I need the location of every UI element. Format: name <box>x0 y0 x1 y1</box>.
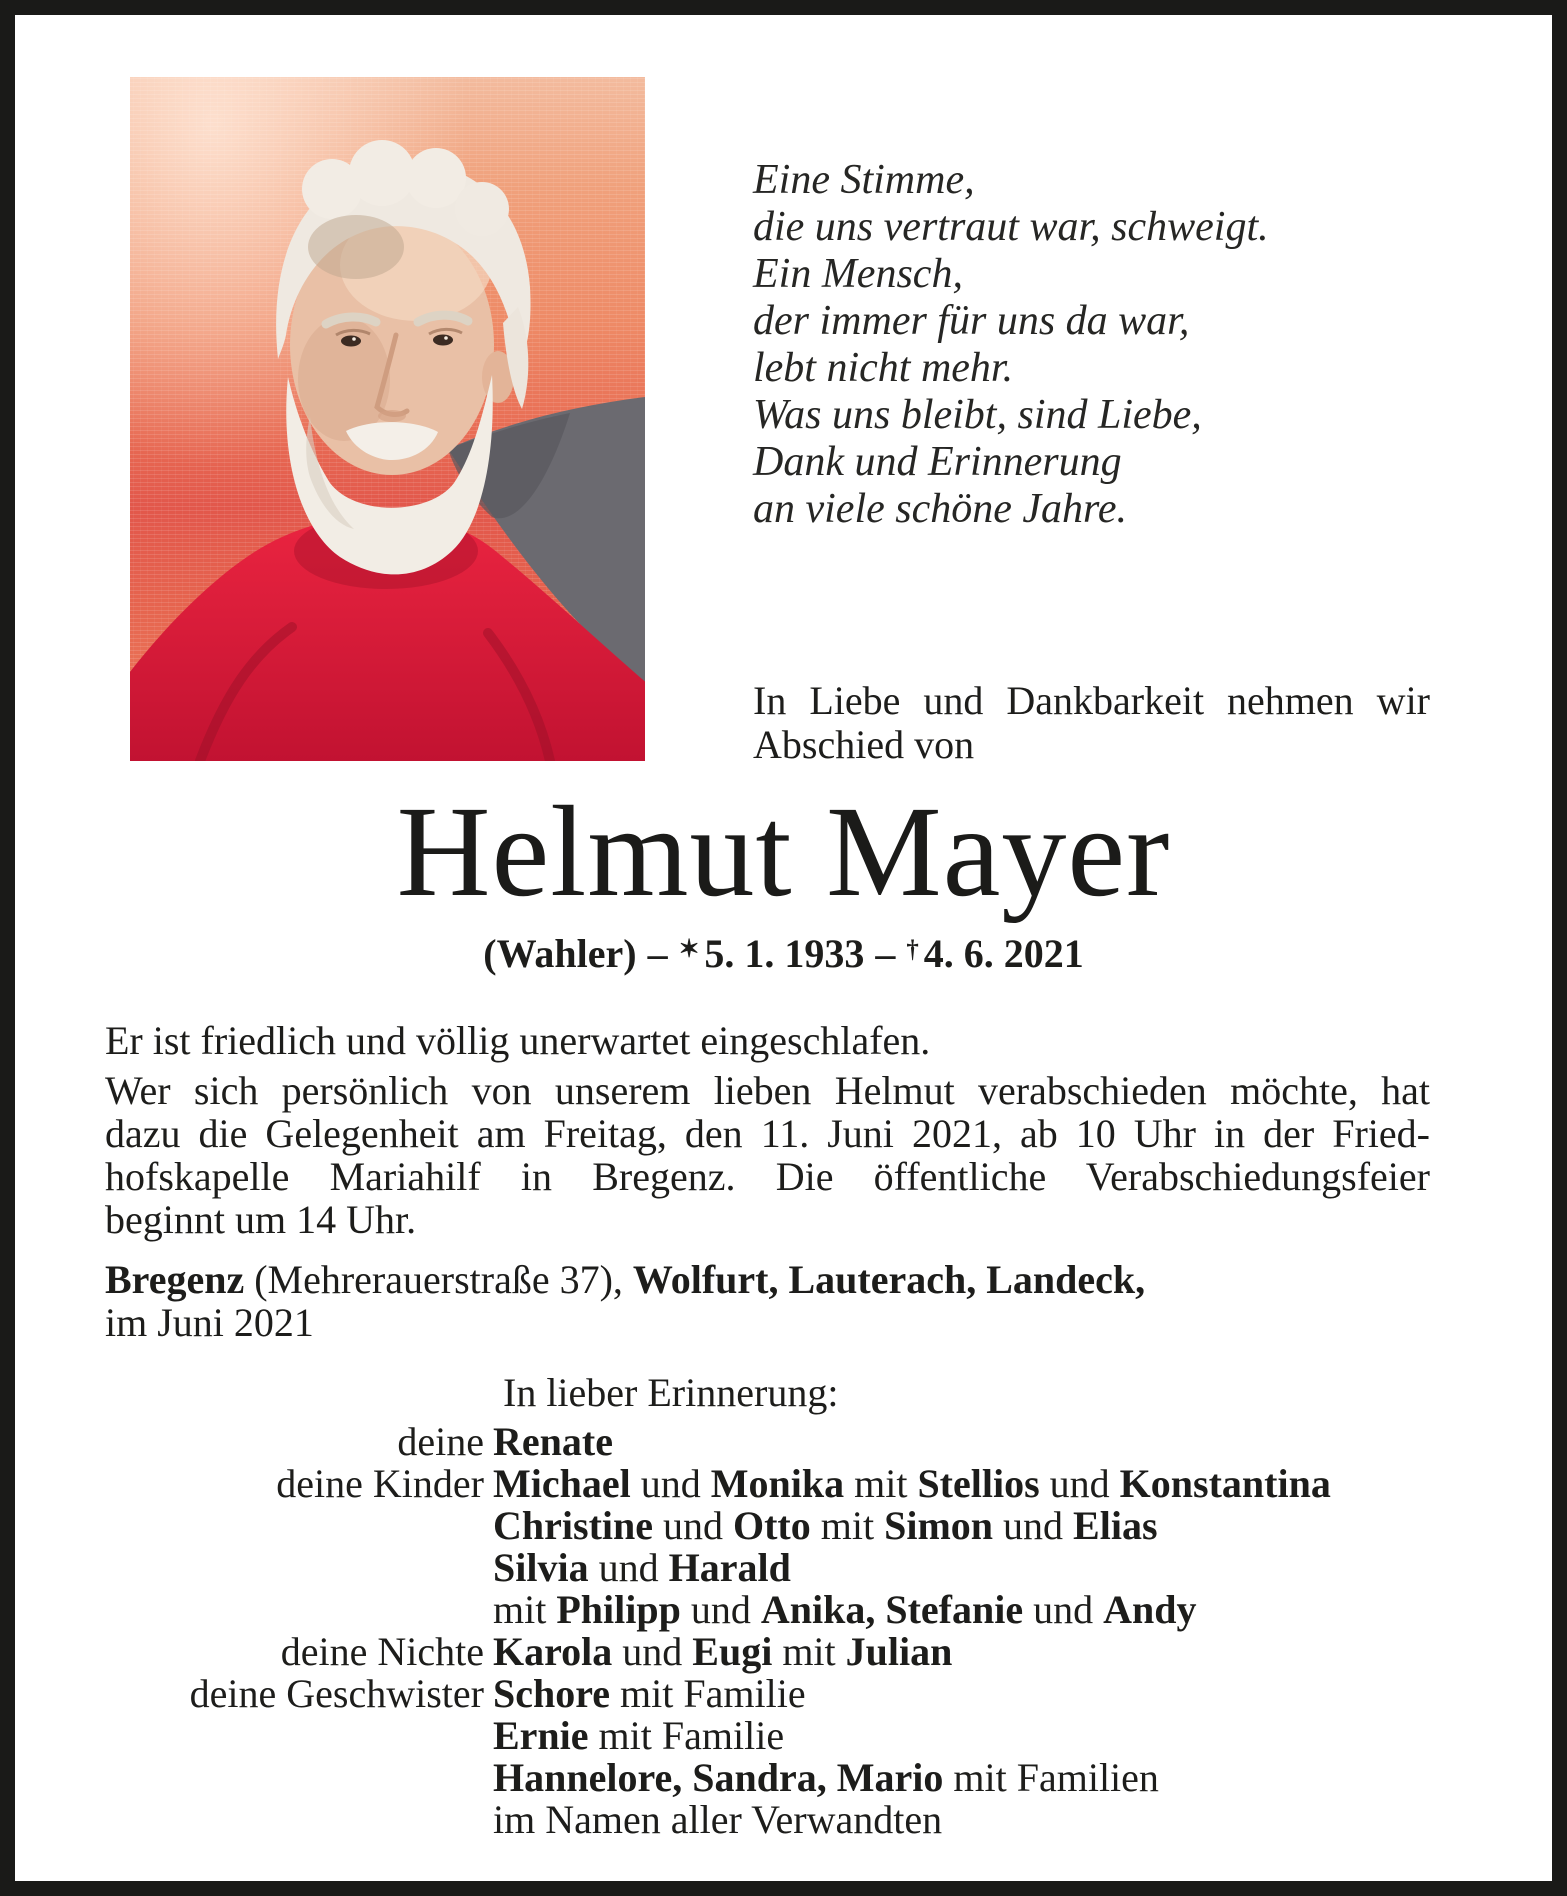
relation-names <box>493 1589 1495 1631</box>
text-segment: (Mehrerauerstraße 37), <box>244 1257 633 1302</box>
death-date: 4. 6. 2021 <box>923 931 1084 976</box>
announcement-paragraph-line: beginnt um 14 Uhr. <box>105 1197 417 1242</box>
poem-line: Dank und Erinnerung <box>753 439 1122 485</box>
places-block <box>105 1258 1430 1344</box>
relation-label: deine <box>397 1419 484 1464</box>
poem-line: Ein Mensch, <box>753 251 963 297</box>
places-line <box>105 1258 1430 1301</box>
text-segment: Christine <box>493 1503 653 1548</box>
text-segment: mit <box>493 1587 557 1632</box>
relation-names <box>493 1505 1495 1547</box>
announcement-paragraph-line: Wer sich persönlich von unserem lieben Helmut verabschieden möchte, hat <box>105 1068 1430 1113</box>
text-segment: und <box>1039 1461 1120 1506</box>
relation-names <box>493 1463 1495 1505</box>
announcement-paragraph <box>105 1069 1430 1241</box>
announcement-paragraph-line: hofskapelle Mariahilf in Bregenz. Die öffentliche Verabschiedungsfeier <box>105 1154 1430 1199</box>
relation-names <box>493 1673 1495 1715</box>
relation-names <box>493 1421 1495 1463</box>
nickname: (Wahler) <box>483 931 637 976</box>
remembrance-row <box>105 1799 1495 1841</box>
text-segment: mit <box>810 1503 885 1548</box>
death-cross-icon: † <box>906 935 919 963</box>
remembrance-row <box>105 1421 1495 1463</box>
relation-label <box>105 1799 493 1841</box>
relation-label: deine Nichte <box>280 1629 484 1674</box>
birth-date: 5. 1. 1933 <box>704 931 865 976</box>
text-segment: und <box>993 1503 1074 1548</box>
remembrance-row <box>105 1715 1495 1757</box>
relation-names <box>493 1631 1495 1673</box>
text-segment: und <box>653 1503 733 1548</box>
relation-names <box>493 1547 1495 1589</box>
poem-line: Eine Stimme, <box>753 157 975 203</box>
life-dates <box>15 930 1552 977</box>
text-segment: mit Familie <box>610 1671 806 1716</box>
relation-names <box>493 1715 1495 1757</box>
poem-line: an viele schöne Jahre. <box>753 486 1127 532</box>
remembrance-row <box>105 1505 1495 1547</box>
farewell-intro-line2: Abschied von <box>753 722 975 767</box>
text-segment: Silvia <box>493 1545 589 1590</box>
remembrance-row <box>105 1589 1495 1631</box>
remembrance-row <box>105 1673 1495 1715</box>
text-segment: Harald <box>668 1545 791 1590</box>
dash-separator: – <box>647 931 668 976</box>
text-segment: und <box>588 1545 669 1590</box>
text-segment: und <box>1023 1587 1104 1632</box>
text-segment: Ernie <box>493 1713 589 1758</box>
relation-label <box>105 1757 493 1799</box>
remembrance-row <box>105 1463 1495 1505</box>
poem-line: Was uns bleibt, sind Liebe, <box>753 392 1202 438</box>
memorial-poem <box>753 157 1473 533</box>
relation-names <box>493 1799 1495 1841</box>
poem-line: der immer für uns da war, <box>753 298 1190 344</box>
text-segment: mit <box>772 1629 846 1674</box>
portrait-illustration <box>130 77 645 761</box>
text-segment: im Namen aller Verwandten <box>493 1797 943 1842</box>
text-segment: mit <box>844 1461 918 1506</box>
remembrance-heading: In lieber Erinnerung: <box>503 1370 839 1415</box>
text-segment: Stellios <box>917 1461 1040 1506</box>
text-segment: Otto <box>733 1503 811 1548</box>
text-segment: Wolfurt, Lauterach, Landeck, <box>632 1257 1146 1302</box>
text-segment: Bregenz <box>105 1257 245 1302</box>
text-segment: und <box>612 1629 693 1674</box>
dash-separator: – <box>875 931 896 976</box>
text-segment: Anika, Stefanie <box>760 1587 1024 1632</box>
text-segment: Michael <box>493 1461 631 1506</box>
relation-label <box>105 1589 493 1631</box>
text-segment: Andy <box>1103 1587 1197 1632</box>
month-year-line: im Juni 2021 <box>105 1300 314 1345</box>
relation-label: deine Geschwister <box>189 1671 484 1716</box>
remembrance-row <box>105 1631 1495 1673</box>
text-segment: Julian <box>845 1629 953 1674</box>
relation-label <box>105 1715 493 1757</box>
relation-label <box>105 1505 493 1547</box>
farewell-intro-line1: In Liebe und Dankbarkeit nehmen wir <box>753 678 1430 723</box>
text-segment: Monika <box>710 1461 845 1506</box>
text-segment: Simon <box>884 1503 994 1548</box>
portrait-photo <box>130 77 645 761</box>
text-segment: Philipp <box>556 1587 681 1632</box>
text-segment: und <box>630 1461 711 1506</box>
remembrance-list <box>105 1421 1495 1841</box>
text-segment: Schore <box>493 1671 611 1716</box>
text-segment: Eugi <box>692 1629 773 1674</box>
text-segment: Hannelore, Sandra, Mario <box>493 1755 944 1800</box>
relation-label: deine Kinder <box>276 1461 484 1506</box>
text-segment: mit Familien <box>943 1755 1159 1800</box>
text-segment: Renate <box>493 1419 613 1464</box>
text-segment: Elias <box>1073 1503 1158 1548</box>
relation-names <box>493 1757 1495 1799</box>
birth-star-icon: ✶ <box>678 935 700 963</box>
remembrance-row <box>105 1757 1495 1799</box>
deceased-name: Helmut Mayer <box>396 780 1171 924</box>
announcement-paragraph-line: dazu die Gelegenheit am Freitag, den 11. Juni 2021, ab 10 Uhr in der Fried- <box>105 1111 1430 1156</box>
farewell-intro <box>753 679 1430 767</box>
text-segment: Karola <box>493 1629 613 1674</box>
relation-label <box>105 1547 493 1589</box>
poem-line: lebt nicht mehr. <box>753 345 1014 391</box>
text-segment: und <box>680 1587 761 1632</box>
announcement-line: Er ist friedlich und völlig unerwartet eingeschlafen. <box>105 1018 931 1063</box>
remembrance-row <box>105 1547 1495 1589</box>
text-segment: Konstantina <box>1119 1461 1331 1506</box>
poem-line: die uns vertraut war, schweigt. <box>753 204 1269 250</box>
text-segment: mit Familie <box>588 1713 785 1758</box>
